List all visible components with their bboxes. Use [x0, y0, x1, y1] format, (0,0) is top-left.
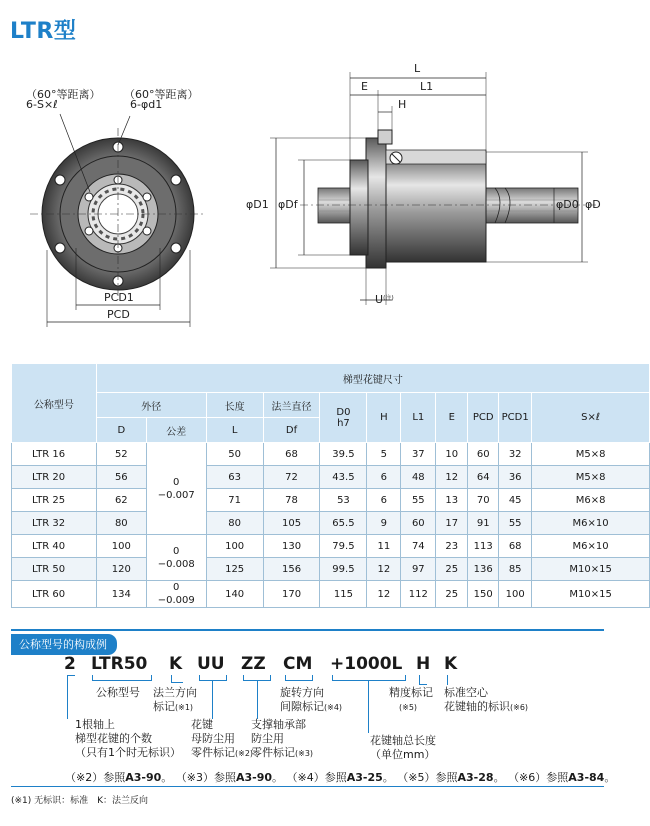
table-row: LTR 20 56 63 72 43.5 6 48 12 64 36 M5×8: [12, 466, 650, 489]
header-e: E: [436, 393, 468, 443]
code-flange: K: [169, 654, 183, 674]
header-flange: 法兰直径: [263, 393, 320, 418]
header-l1: L1: [401, 393, 436, 443]
header-outer: 外径: [96, 393, 206, 418]
header-pcd1: PCD1: [499, 393, 532, 443]
dim-df: φDf: [278, 198, 298, 211]
dim-d0: φD0: [556, 198, 579, 211]
header-length: 长度: [206, 393, 263, 418]
header-flange-sym: Df: [263, 418, 320, 443]
header-h: H: [367, 393, 401, 443]
label-shaft-count: 1根轴上 梯型花键的个数 （只有1个时无标识）: [75, 718, 181, 759]
table-row: LTR 50 120 125 156 99.5 12 97 25 136 85 M10×15: [12, 558, 650, 581]
header-group: 梯型花键尺寸: [96, 364, 649, 393]
bracket-rotation: [285, 675, 313, 681]
page-title: LTR型: [10, 19, 77, 44]
header-length-sym: L: [206, 418, 263, 443]
label-accuracy: 精度标记 (※5): [389, 686, 433, 712]
table-row: LTR 40 100 0 −0.008 100 130 79.5 11 74 23 113 68 M6×10: [12, 535, 650, 558]
header-model: 公称型号: [12, 364, 97, 443]
label-angle-d1: （60°等距离）: [124, 88, 199, 101]
label-flange-dir: 法兰方向 标记(※1): [153, 686, 197, 713]
side-view: [270, 72, 600, 305]
bracket-seal: [199, 675, 227, 681]
header-sl: S×ℓ: [532, 393, 650, 443]
bracket-model: [92, 675, 152, 681]
bracket-bearing-stem: [257, 681, 258, 719]
table-row: LTR 32 80 80 105 65.5 9 60 17 91 55 M6×10: [12, 512, 650, 535]
code-hollow: K: [444, 654, 458, 674]
label-pcd1: PCD1: [104, 291, 134, 304]
label-length: 花键轴总长度 （单位mm）: [370, 734, 436, 761]
label-angle-s: （60°等距离）: [26, 88, 101, 101]
footer-divider: [11, 786, 604, 787]
section-heading: 公称型号的构成例: [11, 634, 117, 655]
dim-h: H: [398, 98, 407, 111]
tolerance-cell: 0 −0.009: [146, 581, 206, 608]
table-row: LTR 60 134 0 −0.009 140 170 115 12 112 25 150 100 M10×15: [12, 581, 650, 608]
bracket-flange: [171, 675, 183, 683]
reference-line: （※2）参照A3-90。 （※3）参照A3-90。 （※4）参照A3-25。 （※5）参照A3-28。 （※6）参照A3-84。: [65, 771, 616, 784]
label-seal: 花键 母防尘用 零件标记(※2): [191, 718, 254, 759]
tolerance-cell: 0 −0.007: [146, 443, 206, 535]
table-row: LTR 16 52 0 −0.007 50 68 39.5 5 37 10 60 32 M5×8: [12, 443, 650, 466]
bracket-length: [332, 675, 406, 681]
label-rotation: 旋转方向 间隙标记(※4): [280, 686, 343, 713]
table-row: LTR 25 62 71 78 53 6 55 13 70 45 M6×8: [12, 489, 650, 512]
code-seal: UU: [197, 654, 225, 674]
tolerance-cell: 0 −0.008: [146, 535, 206, 581]
label-hollow: 标准空心 花键轴的标识(※6): [444, 686, 529, 713]
code-accuracy: H: [416, 654, 431, 674]
dim-l1: L1: [420, 80, 434, 93]
label-pcd: PCD: [107, 308, 130, 321]
label-d1-holes: 6-φd1: [130, 98, 163, 111]
bracket-count: [67, 675, 75, 719]
dim-d1: φD1: [246, 198, 269, 211]
label-bearing: 支撑轴承部 防尘用 零件标记(※3): [251, 718, 314, 759]
dim-e: E: [361, 80, 368, 93]
dim-d: φD: [585, 198, 601, 211]
code-count: 2: [64, 654, 76, 674]
header-d0: D0 h7: [320, 393, 367, 443]
code-length: +1000L: [330, 654, 403, 674]
label-s-thread: 6-S×ℓ: [26, 98, 58, 111]
header-outer-d: D: [96, 418, 146, 443]
bracket-hollow: [447, 675, 448, 685]
code-rotation: CM: [283, 654, 313, 674]
bracket-seal-stem: [212, 681, 213, 719]
dim-l: L: [414, 62, 421, 75]
header-outer-tol: 公差: [146, 418, 206, 443]
dim-u: $U^{(注)}$: [375, 293, 394, 306]
footnote: (※1) 无标识：标准 K：法兰反向: [11, 796, 149, 806]
bracket-accuracy: [419, 675, 427, 685]
label-model: 公称型号: [96, 686, 140, 699]
header-pcd: PCD: [468, 393, 499, 443]
code-model: LTR50: [91, 654, 148, 674]
bracket-length-stem: [368, 681, 369, 733]
code-bearing: ZZ: [241, 654, 266, 674]
spec-table: [11, 363, 650, 608]
section-divider: [11, 629, 604, 631]
